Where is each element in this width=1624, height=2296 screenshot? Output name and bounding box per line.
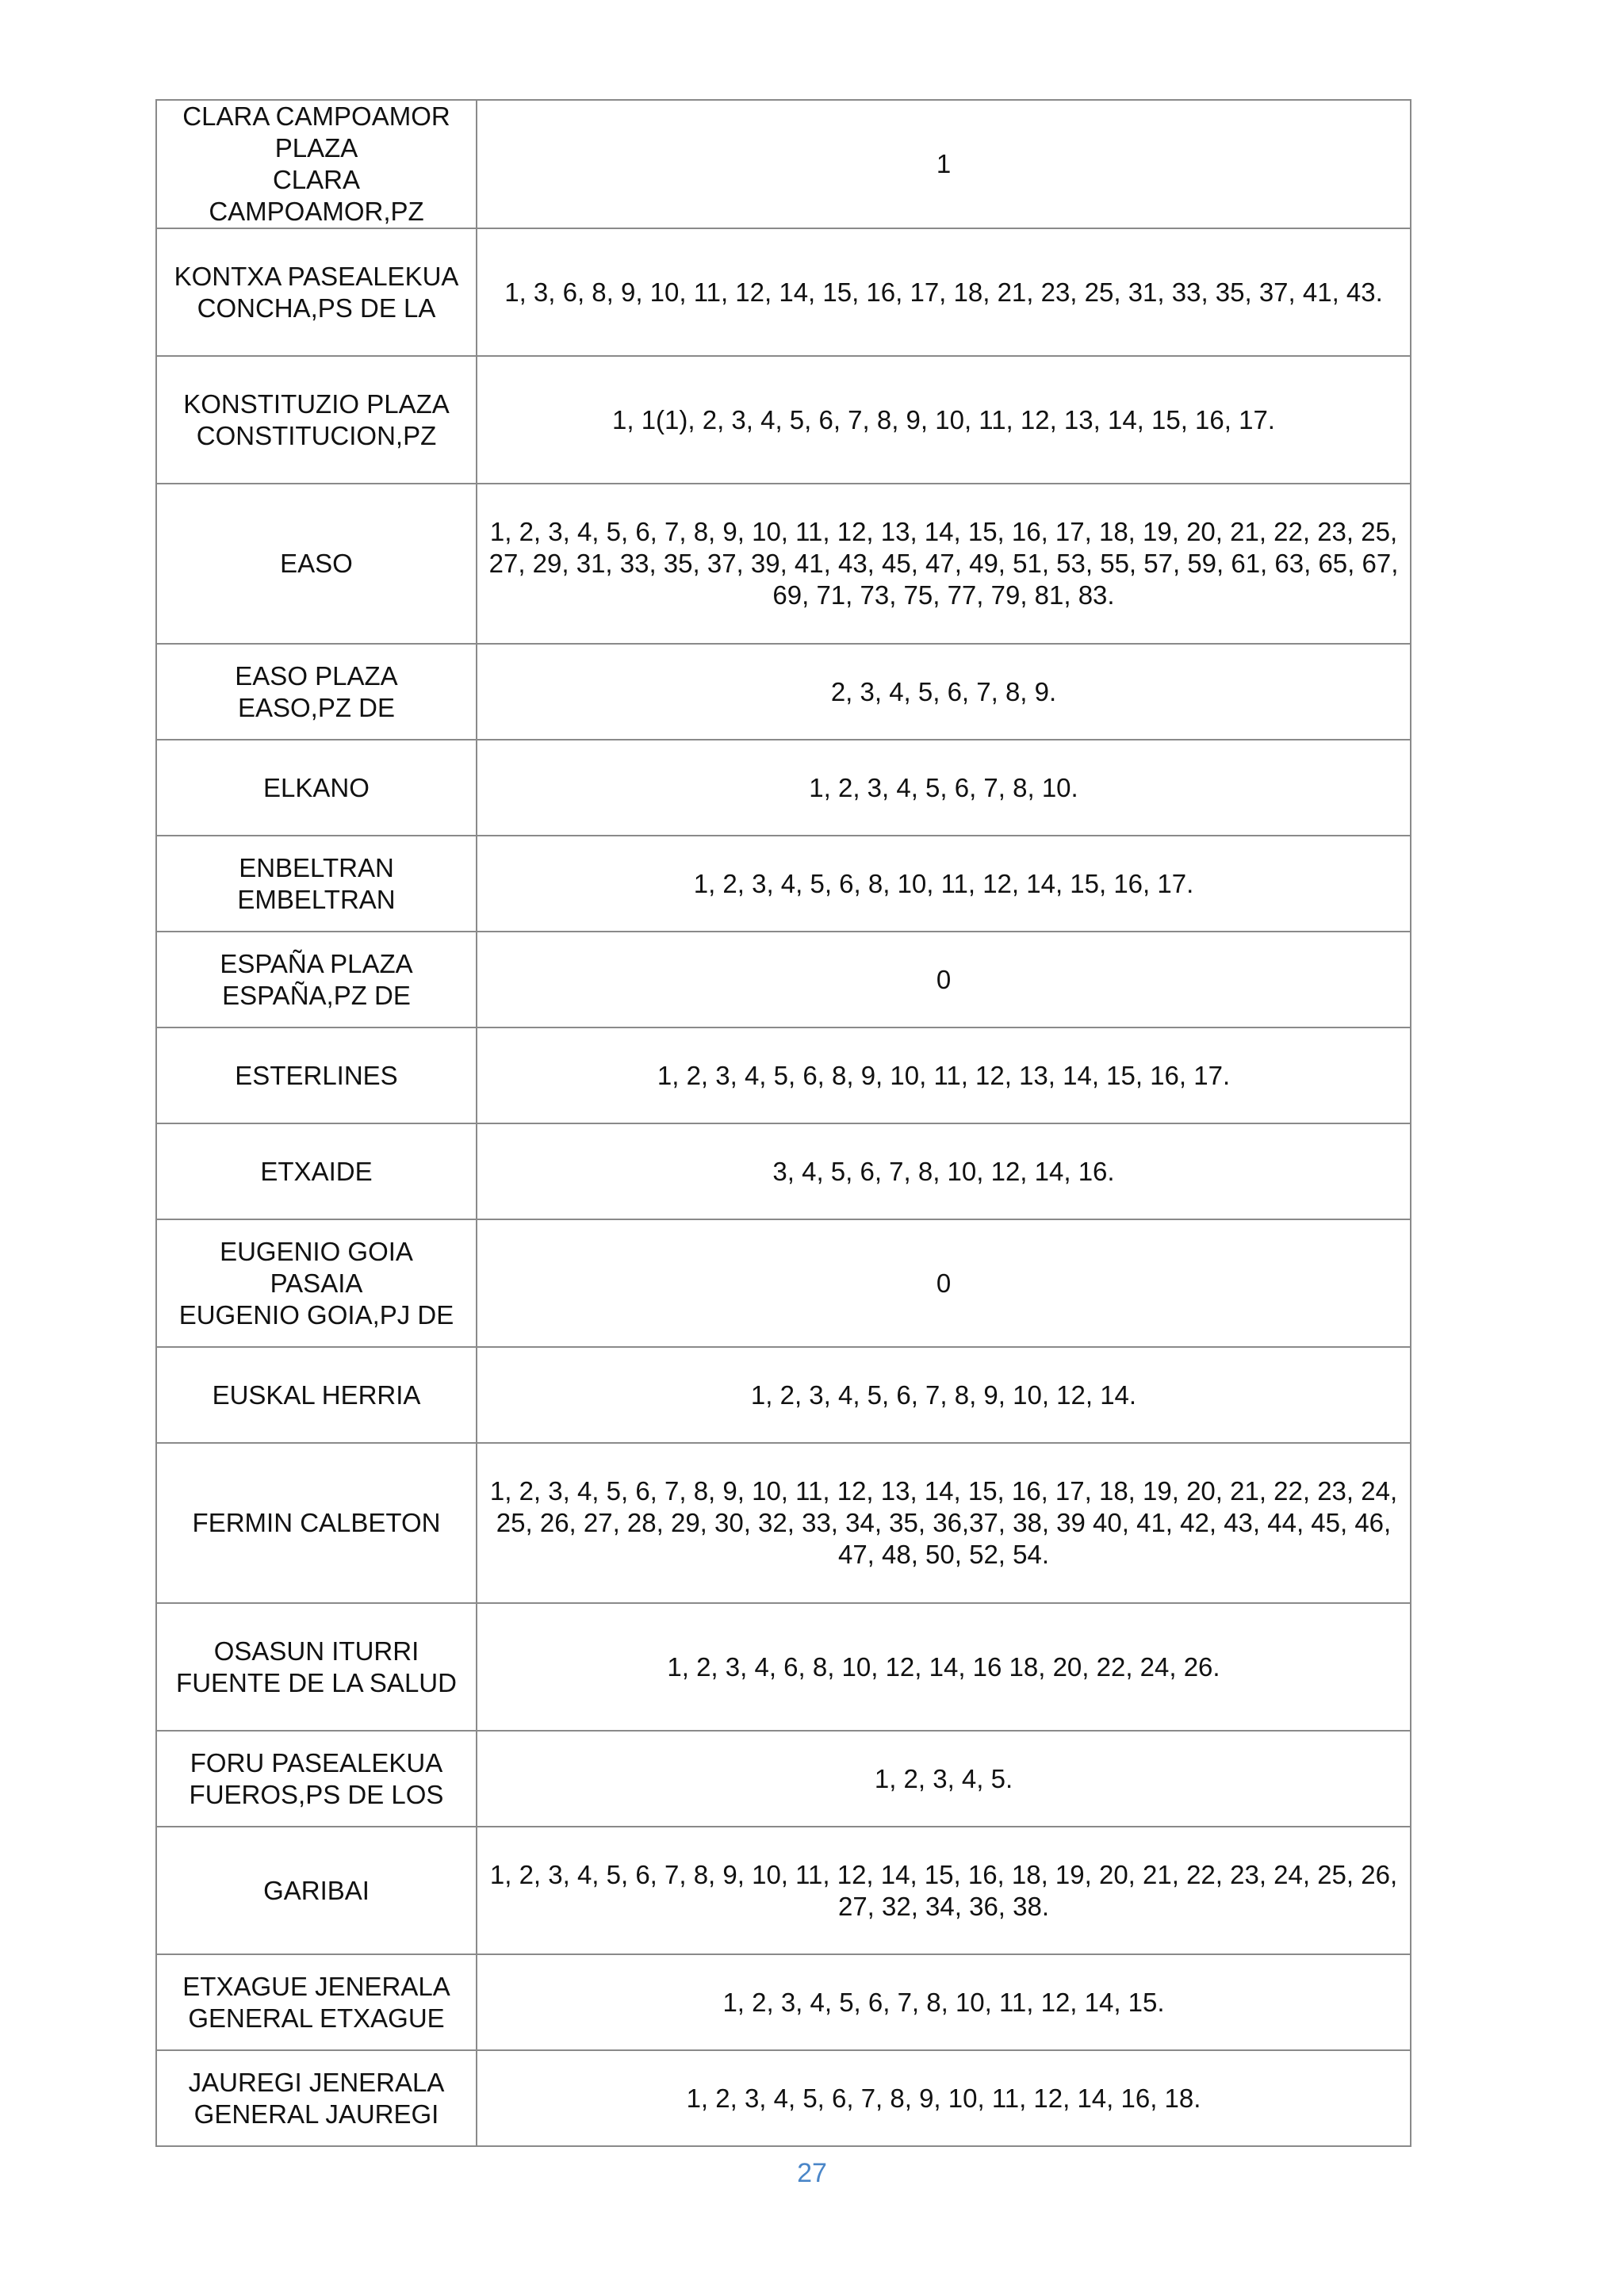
table-row: [156, 228, 1411, 356]
table-row: [156, 1827, 1411, 1954]
street-name-cell: [156, 1827, 477, 1954]
street-name-line: ESPAÑA PLAZA: [220, 948, 413, 978]
table-row: [156, 1027, 1411, 1123]
house-numbers-cell: 1, 2, 3, 4, 5, 6, 7, 8, 9, 10, 12, 14.: [477, 1347, 1411, 1443]
house-numbers-cell: 3, 4, 5, 6, 7, 8, 10, 12, 14, 16.: [477, 1123, 1411, 1219]
street-name-cell: [156, 740, 477, 836]
street-name-line: FORU PASEALEKUA: [190, 1747, 443, 1777]
street-numbers-table: [155, 99, 1411, 2147]
street-name-line: EMBELTRAN: [237, 884, 396, 914]
street-name-line: ETXAGUE JENERALA: [182, 1971, 450, 2001]
street-name-line: GARIBAI: [263, 1875, 370, 1905]
street-name-line: CONSTITUCION,PZ: [196, 420, 437, 450]
street-name-cell: [156, 932, 477, 1027]
table-row: [156, 1954, 1411, 2050]
house-numbers-cell: 1, 2, 3, 4, 5, 6, 7, 8, 9, 10, 11, 12, 13, 14, 15, 16, 17, 18, 19, 20, 21, 22, 23, 25, 27, 29, 31, 33, 35, 37, 39, 41, 43, 45, 47, 49, 51, 53, 55, 57, 59, 61, 63, 65, 67, 69, 71, 73, 75, 77, 79, 81, 83.: [477, 484, 1411, 644]
table-row: [156, 1219, 1411, 1347]
street-name-line: CLARA: [272, 165, 361, 194]
street-name-line: GENERAL JAUREGI: [193, 2099, 439, 2129]
street-name-line: KONSTITUZIO PLAZA: [183, 388, 450, 419]
street-name-line: CONCHA,PS DE LA: [197, 293, 436, 323]
street-name-cell: [156, 1954, 477, 2050]
table-body: [156, 100, 1411, 2146]
table-row: [156, 932, 1411, 1027]
table-row: [156, 644, 1411, 740]
page-number: 27: [797, 2158, 827, 2188]
street-name-line: CAMPOAMOR,PZ: [209, 197, 424, 226]
street-name-line: ESTERLINES: [235, 1060, 398, 1090]
street-name-cell: [156, 1603, 477, 1731]
table-row: [156, 1443, 1411, 1603]
house-numbers-cell: 1, 2, 3, 4, 5, 6, 8, 9, 10, 11, 12, 13, 14, 15, 16, 17.: [477, 1027, 1411, 1123]
street-name-line: ELKANO: [263, 772, 370, 802]
table-row: [156, 836, 1411, 932]
house-numbers-cell: 1, 1(1), 2, 3, 4, 5, 6, 7, 8, 9, 10, 11, 12, 13, 14, 15, 16, 17.: [477, 356, 1411, 484]
street-name-cell: [156, 1443, 477, 1603]
street-name-line: ETXAIDE: [260, 1156, 373, 1186]
house-numbers-cell: 0: [477, 932, 1411, 1027]
table-row: [156, 2050, 1411, 2146]
street-name-line: FERMIN CALBETON: [192, 1508, 441, 1537]
street-name-line: JAUREGI JENERALA: [188, 2067, 445, 2097]
street-name-line: CLARA CAMPOAMOR: [182, 101, 450, 131]
street-name-cell: [156, 484, 477, 644]
street-name-cell: [156, 1731, 477, 1827]
street-name-cell: [156, 100, 477, 228]
street-name-line: PASAIA: [270, 1268, 363, 1298]
house-numbers-cell: 0: [477, 1219, 1411, 1347]
house-numbers-cell: 1, 2, 3, 4, 5, 6, 7, 8, 10, 11, 12, 14, 15.: [477, 1954, 1411, 2050]
house-numbers-cell: 1, 2, 3, 4, 5, 6, 7, 8, 9, 10, 11, 12, 14, 16, 18.: [477, 2050, 1411, 2146]
street-name-line: EUGENIO GOIA,PJ DE: [178, 1299, 454, 1330]
house-numbers-cell: 1, 2, 3, 4, 5, 6, 7, 8, 9, 10, 11, 12, 14, 15, 16, 18, 19, 20, 21, 22, 23, 24, 25, 26, 27, 32, 34, 36, 38.: [477, 1827, 1411, 1954]
street-name-cell: [156, 1219, 477, 1347]
street-name-cell: [156, 1123, 477, 1219]
street-name-line: OSASUN ITURRI: [213, 1636, 419, 1666]
street-name-line: EASO,PZ DE: [237, 692, 396, 722]
street-name-line: EASO PLAZA: [235, 660, 398, 691]
street-name-line: GENERAL ETXAGUE: [188, 2003, 445, 2033]
street-name-cell: [156, 356, 477, 484]
table-row: [156, 1123, 1411, 1219]
street-name-line: ENBELTRAN: [239, 852, 394, 882]
table-row: [156, 484, 1411, 644]
table-row: [156, 1347, 1411, 1443]
table-row: [156, 100, 1411, 228]
house-numbers-cell: 1, 2, 3, 4, 6, 8, 10, 12, 14, 16 18, 20, 22, 24, 26.: [477, 1603, 1411, 1731]
table-row: [156, 740, 1411, 836]
table-row: [156, 1731, 1411, 1827]
house-numbers-cell: 1, 2, 3, 4, 5.: [477, 1731, 1411, 1827]
house-numbers-cell: 1: [477, 100, 1411, 228]
street-name-cell: [156, 836, 477, 932]
table-row: [156, 1603, 1411, 1731]
street-name-line: EUGENIO GOIA: [220, 1236, 413, 1266]
street-name-line: FUENTE DE LA SALUD: [176, 1667, 457, 1697]
street-name-line: EASO: [280, 549, 353, 578]
street-name-cell: [156, 228, 477, 356]
street-name-cell: [156, 1027, 477, 1123]
table-row: [156, 356, 1411, 484]
street-name-cell: [156, 644, 477, 740]
street-name-line: PLAZA: [274, 133, 358, 163]
street-name-line: KONTXA PASEALEKUA: [174, 261, 459, 291]
house-numbers-cell: 1, 2, 3, 4, 5, 6, 7, 8, 9, 10, 11, 12, 13, 14, 15, 16, 17, 18, 19, 20, 21, 22, 23, 24, 25, 26, 27, 28, 29, 30, 32, 33, 34, 35, 36,37, 38, 39 40, 41, 42, 43, 44, 45, 46, 47, 48, 50, 52, 54.: [477, 1443, 1411, 1603]
street-name-line: EUSKAL HERRIA: [212, 1380, 421, 1410]
street-name-line: FUEROS,PS DE LOS: [189, 1779, 444, 1809]
street-name-cell: [156, 2050, 477, 2146]
house-numbers-cell: 1, 2, 3, 4, 5, 6, 7, 8, 10.: [477, 740, 1411, 836]
house-numbers-cell: 1, 3, 6, 8, 9, 10, 11, 12, 14, 15, 16, 17, 18, 21, 23, 25, 31, 33, 35, 37, 41, 43.: [477, 228, 1411, 356]
street-name-cell: [156, 1347, 477, 1443]
street-name-line: ESPAÑA,PZ DE: [222, 980, 411, 1010]
house-numbers-cell: 2, 3, 4, 5, 6, 7, 8, 9.: [477, 644, 1411, 740]
house-numbers-cell: 1, 2, 3, 4, 5, 6, 8, 10, 11, 12, 14, 15, 16, 17.: [477, 836, 1411, 932]
